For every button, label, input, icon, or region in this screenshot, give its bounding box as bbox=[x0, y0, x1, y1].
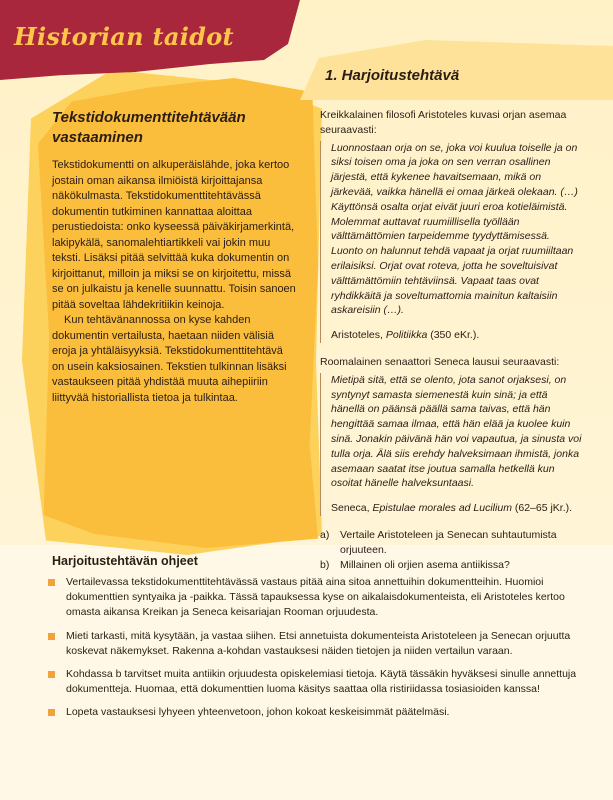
exercise-intro: Roomalainen senaattori Seneca lausui seuraavasti: bbox=[320, 355, 560, 368]
instruction-text: Kohdassa b tarvitset muita antiikin orjuudesta opiskelemiasi tietoja. Käytä tässäkin hyväksesi sinulle annettuja dokumentteja. Huomaa, että dokumenttien luoma käsitys saattaa olla ristiriidassa tosiasioiden kanssa! bbox=[66, 668, 577, 696]
instruction-item bbox=[46, 575, 594, 621]
quote-block-seneca bbox=[320, 373, 582, 516]
source-title: Politiikka bbox=[385, 329, 428, 342]
quote-block-aristoteles bbox=[320, 141, 582, 343]
exercise-intro: Kreikkalainen filosofi Aristoteles kuvasi orjan asemaa seuraavasti: bbox=[320, 109, 567, 136]
instruction-item bbox=[46, 705, 594, 720]
source-author: Aristoteles, bbox=[331, 329, 383, 342]
task-item bbox=[320, 558, 582, 573]
instructions-list bbox=[46, 575, 594, 729]
source-date: (350 eKr.). bbox=[430, 329, 480, 342]
quote-seneca: Mietipä sitä, että se olento, jota sanot orjaksesi, on syntynyt samasta siemenestä kuin sinä; ja että hänellä on päänsä päällä sama taivas, että hän hengittää samaa ilmaa, että hän elää ja kuolee kuin sinä. Jonakin päivänä hän voi vapautua, ja sinusta voi tulla orja. Älä siis erehdy halveksimaan ihmistä, jonka asemaan saatat itse joutua samalla hetkellä kun osoitat hänelle halveksuntaasi. bbox=[331, 373, 582, 490]
left-paragraph: Kun tehtävänannossa on kyse kahden dokumentin vertailusta, haetaan niiden välisiä eroja ja yhtäläisyyksiä. Tekstidokumenttitehtävä on usein kaksiosainen. Tekstien tulkinnan lisäksi vastaukseen pitää yhdistää muuta aihepiiriin liittyvää historiallista tietoa ja tulkintaa. bbox=[52, 314, 287, 404]
square-bullet-icon bbox=[48, 671, 55, 678]
source-author: Seneca, bbox=[331, 502, 370, 515]
section-title: Historian taidot bbox=[14, 22, 234, 51]
source-aristoteles bbox=[331, 328, 582, 343]
task-letter: b) bbox=[320, 558, 330, 571]
exercise-title: 1. Harjoitustehtävä bbox=[325, 67, 460, 84]
square-bullet-icon bbox=[48, 633, 55, 640]
instruction-text: Lopeta vastauksesi lyhyeen yhteenvetoon, johon kokoat keskeisimmät päätelmäsi. bbox=[66, 706, 450, 719]
instruction-text: Mieti tarkasti, mitä kysytään, ja vastaa siihen. Etsi annetuista dokumenteista Aristoteleen ja Senecan orjuutta koskevat näkemykset. Rakenna a-kohdan vastauksesi näiden tietojen ja niiden vertailun varaan. bbox=[66, 629, 571, 657]
square-bullet-icon bbox=[48, 709, 55, 716]
source-date: (62–65 jKr.). bbox=[514, 502, 573, 515]
instructions-heading: Harjoitustehtävän ohjeet bbox=[52, 554, 198, 568]
task-text: Millainen oli orjien asema antiikissa? bbox=[340, 558, 510, 571]
quote-aristoteles: Luonnostaan orja on se, joka voi kuulua toiselle ja on siksi toisen oma ja joka on sen verran osallinen järjestä, että kykenee havaitsemaan, mikä on järkevää, vaikka hänellä ei omaa järkeä olekaan. (…) Käyttönsä osalta orjat eivät juuri eroa kotieläimistä. Molemmat auttavat ruumiillisella työllään välttämättömien tarpeidemme tyydyttämisessä. Luonto on halunnut tehdä vapaat ja orjat ruumiiltaan erilaisiksi. Orjat ovat roteva, jotta he soveltuisivat välttämättömiin tehtäviinsä. Vapaat taas ovat ryhdikkäitä ja soveltumattomia mainitun kaltaisiin askareisiin (…). bbox=[331, 141, 578, 317]
task-text: Vertaile Aristoteleen ja Senecan suhtautumista orjuuteen. bbox=[340, 528, 557, 556]
square-bullet-icon bbox=[48, 579, 55, 586]
source-title: Epistulae morales ad Lucilium bbox=[372, 502, 512, 515]
instruction-text: Vertailevassa tekstidokumenttitehtävässä vastaus pitää aina sitoa annettuihin dokumentteihin. Huomioi dokumenttien syntyaika ja -paikka. Tässä tapauksessa kyse on aikalaisdokumenteista, eli Aristoteles kertoo omasta aikansa Kreikan ja Seneca keisariajan Rooman orjuudesta. bbox=[66, 576, 565, 619]
instruction-item bbox=[46, 667, 594, 697]
instruction-item bbox=[46, 629, 594, 659]
source-seneca bbox=[331, 501, 582, 516]
left-heading: Tekstidokumenttitehtävään vastaaminen bbox=[52, 109, 246, 146]
task-list bbox=[320, 528, 582, 572]
task-letter: a) bbox=[320, 528, 330, 541]
exercise-body bbox=[320, 108, 582, 572]
left-paragraph: Tekstidokumentti on alkuperäislähde, joka kertoo jostain oman aikansa ilmiöistä kirjoittajansa näkökulmasta. Tekstidokumenttitehtävässä dokumentin tutkiminen kannattaa aloittaa perustiedoista: onko kyseessä päiväkirjamerkintä, lakipykälä, sanomalehtiartikkeli vai jokin muu teksti. Lisäksi pitää selvittää kuka dokumentin on kirjoittanut, milloin ja miksi se on kirjoitettu, missä se on julkaistu ja kenelle suunnattu. Toisin sanoen pitää soveltaa lähdekritiikin keinoja. bbox=[52, 159, 296, 311]
left-body bbox=[52, 158, 297, 406]
task-item bbox=[320, 528, 582, 558]
